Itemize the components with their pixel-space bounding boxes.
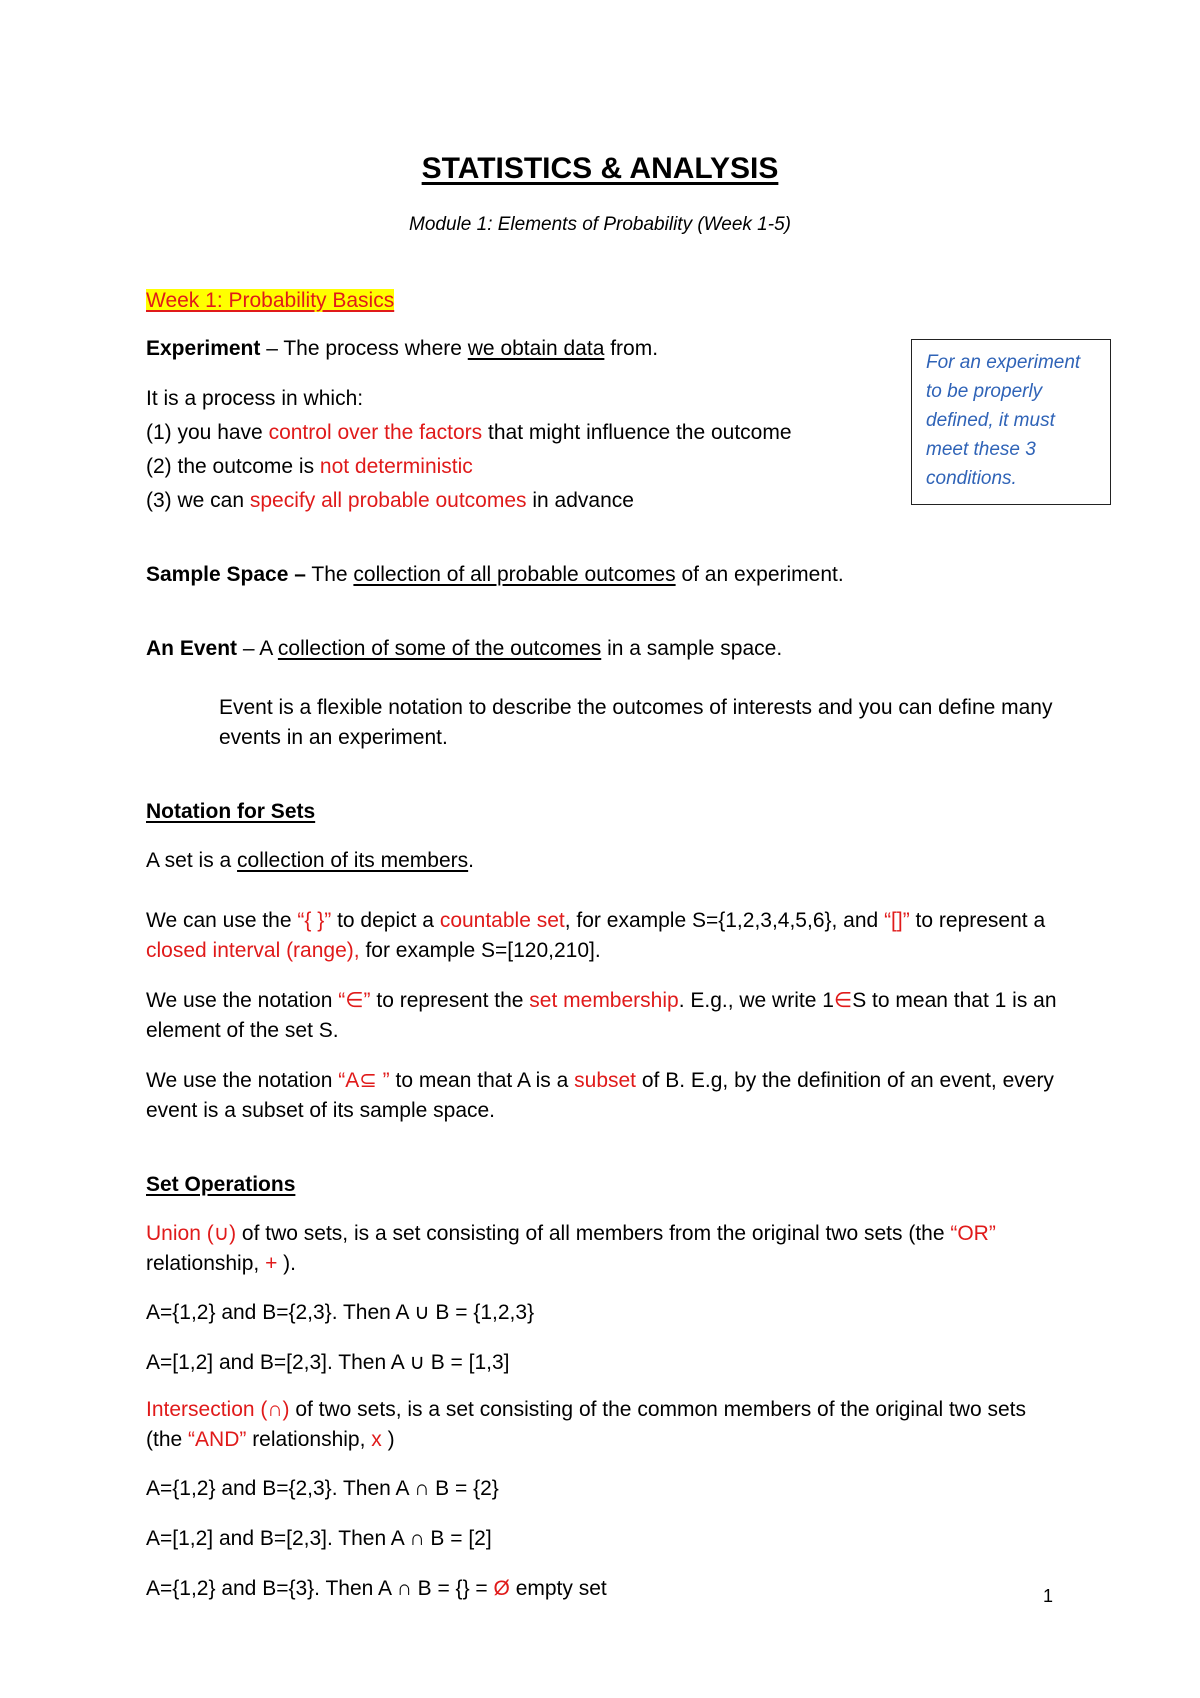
set-def-text: A set is a: [146, 849, 238, 872]
set-def-rest: .: [468, 849, 474, 872]
condition-text: that might influence the outcome: [482, 421, 792, 444]
red-text: Union (∪): [146, 1222, 237, 1245]
red-text: “∈”: [338, 989, 371, 1012]
text: , for example S={1,2,3,4,5,6}, and: [564, 909, 885, 932]
event-rest: in a sample space.: [601, 637, 783, 660]
experiment-definition: [146, 334, 658, 364]
text: of B. E.g, by the definition of an event, every event is a subset of its sample space.: [146, 1069, 1054, 1122]
event-text: – A: [237, 637, 278, 660]
sample-space-rest: of an experiment.: [675, 563, 844, 586]
text: ): [381, 1428, 395, 1451]
red-text: countable set: [439, 909, 565, 932]
condition-text: (1) you have: [146, 421, 269, 444]
red-text: subset: [574, 1069, 637, 1092]
experiment-underlined: we obtain data: [467, 337, 605, 360]
union-example-2: A=[1,2] and B=[2,3]. Then A ∪ B = [1,3]: [146, 1351, 510, 1374]
experiment-term: Experiment: [146, 337, 261, 360]
red-text: “{ }”: [297, 909, 332, 932]
red-text: x: [371, 1428, 382, 1451]
week-heading-line: [146, 286, 394, 316]
condition-3: [146, 486, 634, 516]
red-text: closed interval (range),: [146, 939, 360, 962]
text: for example S=[120,210].: [359, 939, 601, 962]
red-text: “[]”: [884, 909, 910, 932]
side-note-box: For an experiment to be properly defined, it must meet these 3 conditions.: [911, 339, 1111, 505]
red-text: set membership: [529, 989, 679, 1012]
event-note: Event is a flexible notation to describe the outcomes of interests and you can define many events in an experiment.: [219, 696, 1053, 749]
event-definition: [146, 634, 782, 664]
text: A={1,2} and B={3}. Then A ∩ B = {} =: [146, 1577, 494, 1600]
membership-paragraph: [146, 986, 1066, 1046]
notation-heading: Notation for Sets: [146, 800, 316, 823]
set-def-underlined: collection of its members: [237, 849, 469, 872]
red-text: “OR”: [950, 1222, 996, 1245]
week-heading: Week 1: Probability Basics: [146, 289, 395, 312]
sample-space-definition: [146, 560, 844, 590]
text: to mean that A is a: [389, 1069, 575, 1092]
red-text: +: [265, 1252, 278, 1275]
sample-space-term: Sample Space –: [146, 563, 306, 586]
text: S to mean that 1 is an element of the set S.: [146, 989, 1057, 1042]
empty-set-example: [146, 1574, 607, 1604]
intersection-example-2: A=[1,2] and B=[2,3]. Then A ∩ B = [2]: [146, 1527, 492, 1550]
condition-text: (2) the outcome is: [146, 455, 320, 478]
condition-highlight: specify all probable outcomes: [249, 489, 527, 512]
text: relationship,: [246, 1428, 372, 1451]
text: to depict a: [331, 909, 440, 932]
intersection-paragraph: [146, 1395, 1066, 1455]
text: We use the notation: [146, 989, 339, 1012]
condition-text: (3) we can: [146, 489, 250, 512]
experiment-text: – The process where: [260, 337, 468, 360]
text: empty set: [509, 1577, 607, 1600]
intersection-example-1: A={1,2} and B={2,3}. Then A ∩ B = {2}: [146, 1477, 499, 1500]
set-definition: [146, 846, 474, 876]
text: to represent the: [370, 989, 530, 1012]
experiment-rest: from.: [604, 337, 659, 360]
red-text: “A⊆ ”: [338, 1069, 390, 1092]
union-example-1: A={1,2} and B={2,3}. Then A ∪ B = {1,2,3}: [146, 1301, 535, 1324]
condition-highlight: control over the factors: [268, 421, 483, 444]
process-intro: It is a process in which:: [146, 387, 364, 410]
union-paragraph: [146, 1219, 1066, 1279]
text: of two sets, is a set consisting of the common members of the original two sets (the: [146, 1398, 1026, 1451]
condition-text: in advance: [526, 489, 634, 512]
red-text: “AND”: [188, 1428, 247, 1451]
page-number: 1: [1043, 1586, 1054, 1606]
text: We can use the: [146, 909, 298, 932]
module-subtitle: Module 1: Elements of Probability (Week 1-5): [409, 214, 791, 235]
page-title: STATISTICS & ANALYSIS: [421, 152, 779, 185]
text: We use the notation: [146, 1069, 339, 1092]
event-underlined: collection of some of the outcomes: [277, 637, 602, 660]
condition-highlight: not deterministic: [319, 455, 473, 478]
sample-space-underlined: collection of all probable outcomes: [353, 563, 676, 586]
sample-space-text: The: [305, 563, 354, 586]
text: to represent a: [909, 909, 1046, 932]
text: . E.g., we write 1: [678, 989, 834, 1012]
empty-set-symbol: Ø: [493, 1577, 510, 1600]
text: ).: [277, 1252, 297, 1275]
text: relationship,: [146, 1252, 266, 1275]
countable-set-paragraph: [146, 906, 1066, 966]
red-text: ∈: [833, 989, 853, 1012]
set-operations-heading: Set Operations: [146, 1173, 296, 1196]
condition-2: [146, 452, 473, 482]
event-term: An Event: [146, 637, 238, 660]
condition-1: [146, 418, 792, 448]
subset-paragraph: [146, 1066, 1066, 1126]
text: of two sets, is a set consisting of all members from the original two sets (the: [236, 1222, 951, 1245]
red-text: Intersection (∩): [146, 1398, 290, 1421]
